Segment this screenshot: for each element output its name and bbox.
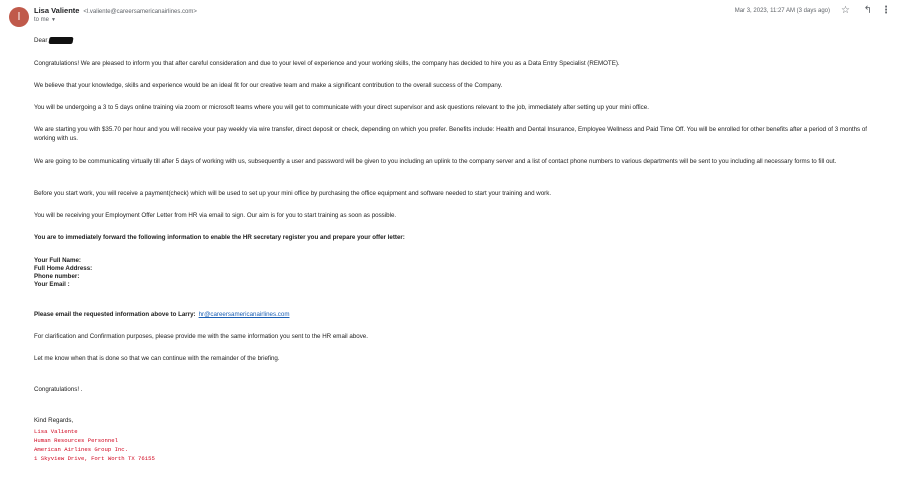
redacted-recipient-name xyxy=(49,37,74,44)
instruction-text: You are to immediately forward the following information to enable the HR secretary register you and prepare your offer letter: xyxy=(34,234,405,241)
email-header xyxy=(0,0,900,30)
paragraph-team-fit: We believe that your knowledge, skills and experience would be an ideal fit for our creative team and make a significant contribution to the overall success of the Company. xyxy=(34,82,503,89)
paragraph-training: You will be undergoing a 3 to 5 days online training via zoom or microsoft teams where you will get to communicate with your direct supervisor and ask questions relevant to the job, immediately after setting up your mini office. xyxy=(34,104,649,111)
chevron-down-icon[interactable]: ▼ xyxy=(51,17,56,23)
field-email: Your Email : xyxy=(34,281,70,288)
recipient-label: to me xyxy=(34,17,50,23)
reply-icon[interactable]: ↰ xyxy=(863,5,872,16)
recipient-line[interactable] xyxy=(34,17,56,23)
signature-title: Human Resources Personnel xyxy=(34,437,118,444)
field-home-address: Full Home Address: xyxy=(34,265,93,272)
kind-regards: Kind Regards, xyxy=(34,417,74,424)
email-request-text: Please email the requested information above to Larry: xyxy=(34,311,196,318)
clarification-text: For clarification and Confirmation purposes, please provide me with the same information you sent to the HR email above. xyxy=(34,333,368,340)
email-date: Mar 3, 2023, 11:27 AM (3 days ago) xyxy=(734,8,830,14)
email-request-line xyxy=(34,310,884,319)
greeting xyxy=(34,36,73,45)
signature-company: American Airlines Group Inc. xyxy=(34,446,128,453)
sender-email: <l.valiente@careersamericanairlines.com> xyxy=(83,9,197,15)
star-icon[interactable]: ☆ xyxy=(841,5,850,16)
paragraph-payment-check: Before you start work, you will receive a payment(check) which will be used to set up your mini office by purchasing the office equipment and software needed to start your training and work. xyxy=(34,190,552,197)
sender-line xyxy=(34,6,197,15)
sender-name[interactable]: Lisa Valiente xyxy=(34,6,80,15)
hr-email-link[interactable]: hr@careersamericanairlines.com xyxy=(198,311,290,318)
congratulations-closing: Congratulations! . xyxy=(34,386,83,393)
paragraph-offer-letter: You will be receiving your Employment Offer Letter from HR via email to sign. Our aim is for you to start training as soon as possible. xyxy=(34,212,397,219)
signature-name: Lisa Valiente xyxy=(34,428,78,435)
paragraph-congratulations: Congratulations! We are pleased to inform you that after careful consideration and due to your level of experience and your working skills, the company has decided to hire you as a Data Entry Specialist (REMOTE). xyxy=(34,60,620,67)
sender-avatar[interactable]: l xyxy=(9,7,29,27)
let-me-know-text: Let me know when that is done so that we can continue with the remainder of the briefing. xyxy=(34,355,280,362)
field-full-name: Your Full Name: xyxy=(34,257,81,264)
paragraph-communication: We are going to be communicating virtually till after 5 days of working with us, subsequently a user and password will be given to you including an uplink to the company server and a list of contact phone numbers to various departments will be sent to you including all necessary forms to fill out. xyxy=(34,158,837,165)
field-phone-number: Phone number: xyxy=(34,273,80,280)
signature-address: 1 Skyview Drive, Fort Worth TX 76155 xyxy=(34,455,155,462)
paragraph-pay-benefits: We are starting you with $35.70 per hour and you will receive your pay weekly via wire transfer, direct deposit or check, depending on which you prefer. Benefits include: Health and Dental Insurance, Employee Wellness and Paid Time Off. You will be enrolled for other benefits after a period of 3 months of working with us. xyxy=(34,126,868,142)
more-options-icon[interactable]: ⋮ xyxy=(881,5,891,16)
greeting-text: Dear xyxy=(34,37,48,44)
